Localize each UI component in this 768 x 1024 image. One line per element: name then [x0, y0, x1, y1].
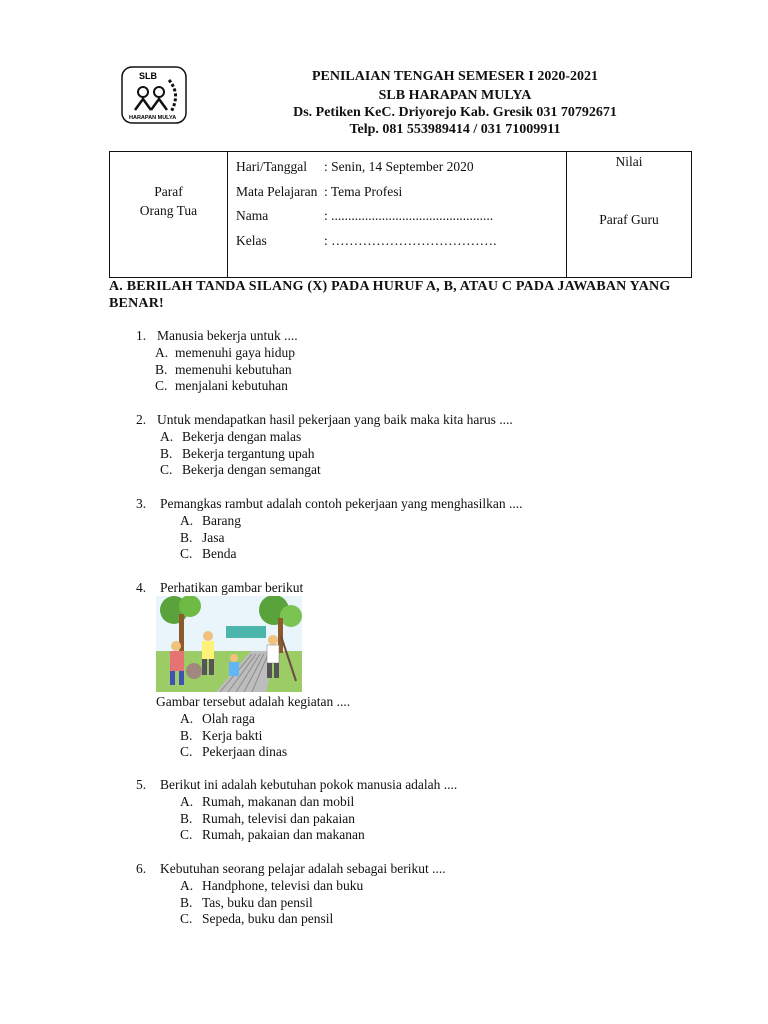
school-address: Ds. Petiken KeC. Driyorejo Kab. Gresik 031 70792671 [293, 105, 617, 120]
option-a[interactable]: A. Rumah, makanan dan mobil [180, 793, 355, 809]
option-b[interactable]: B. memenuhi kebutuhan [155, 361, 292, 377]
option-a[interactable]: A. Handphone, televisi dan buku [180, 877, 364, 893]
date-label: Hari/Tanggal [236, 159, 308, 174]
subject-value: : Tema Profesi [324, 183, 403, 199]
question-text: Kebutuhan seorang pelajar adalah sebagai berikut .... [160, 861, 446, 876]
question-3 [136, 496, 523, 563]
option-b[interactable]: B. Tas, buku dan pensil [180, 894, 313, 910]
option-b[interactable]: B. Kerja bakti [180, 727, 263, 743]
teacher-sign-label: Paraf Guru [599, 212, 659, 227]
question-text: Pemangkas rambut adalah contoh pekerjaan yang menghasilkan .... [160, 496, 523, 511]
question-subtext: Gambar tersebut adalah kegiatan .... [156, 694, 351, 709]
subject-label: Mata Pelajaran [236, 183, 318, 199]
parent-sign-label: Paraf [154, 184, 183, 199]
option-c[interactable]: C. Rumah, pakaian dan makanan [180, 827, 365, 843]
question-text: Berikut ini adalah kebutuhan pokok manusia adalah .... [160, 777, 458, 792]
question-6 [136, 861, 446, 928]
parent-sign-cell [110, 152, 228, 278]
school-phone: Telp. 081 553989414 / 031 71009911 [349, 122, 561, 137]
instruction-heading: A. BERILAH TANDA SILANG (X) PADA HURUF A, B, ATAU C PADA JAWABAN YANG BENAR! [109, 279, 671, 311]
question-number: 2. [136, 412, 147, 427]
score-label: Nilai [615, 154, 643, 169]
school-logo [121, 66, 187, 124]
question-number: 4. [136, 580, 147, 595]
school-name: SLB HARAPAN MULYA [378, 88, 532, 103]
parent-label: Orang Tua [139, 203, 198, 218]
option-a[interactable]: A. memenuhi gaya hidup [155, 344, 295, 360]
name-field: : ................................................ [324, 208, 494, 223]
question-number: 3. [136, 496, 147, 511]
svg-text:HARAPAN MULYA: HARAPAN MULYA [129, 115, 177, 121]
option-a[interactable]: A. Barang [180, 512, 241, 528]
score-cell [567, 152, 692, 278]
question-text: Manusia bekerja untuk .... [157, 328, 298, 343]
question-2 [136, 412, 513, 479]
option-b[interactable]: B. Rumah, televisi dan pakaian [180, 810, 355, 826]
class-row [228, 233, 566, 258]
name-label: Nama [236, 208, 269, 223]
option-a[interactable]: A. Olah raga [180, 710, 255, 726]
question-text: Untuk mendapatkan hasil pekerjaan yang baik maka kita harus .... [157, 412, 513, 427]
question-number: 6. [136, 861, 147, 876]
exam-details-cell [228, 152, 567, 278]
option-c[interactable]: C. Bekerja dengan semangat [160, 462, 321, 478]
community-work-illustration [156, 596, 302, 692]
question-number: 5. [136, 777, 147, 792]
option-b[interactable]: B. Bekerja tergantung upah [160, 445, 315, 461]
question-5 [136, 777, 457, 844]
option-c[interactable]: C. Benda [180, 546, 237, 562]
name-row [228, 208, 566, 233]
question-1 [136, 328, 298, 395]
option-c[interactable]: C. Pekerjaan dinas [180, 744, 288, 760]
question-4-followup [156, 694, 350, 761]
question-text: Perhatikan gambar berikut [160, 580, 304, 595]
option-a[interactable]: A. Bekerja dengan malas [160, 428, 302, 444]
exam-title: PENILAIAN TENGAH SEMESER I 2020-2021 [311, 69, 598, 84]
option-c[interactable]: C. menjalani kebutuhan [155, 378, 288, 394]
class-label: Kelas [236, 232, 267, 248]
date-row [228, 159, 566, 184]
class-field: : ………………………………. [324, 232, 497, 248]
date-value: : Senin, 14 September 2020 [324, 159, 474, 174]
question-number: 1. [136, 328, 147, 343]
subject-row [228, 184, 566, 209]
option-b[interactable]: B. Jasa [180, 529, 225, 545]
svg-text:SLB: SLB [139, 71, 157, 81]
option-c[interactable]: C. Sepeda, buku dan pensil [180, 911, 334, 927]
student-info-table [109, 151, 692, 278]
question-4 [136, 580, 303, 597]
